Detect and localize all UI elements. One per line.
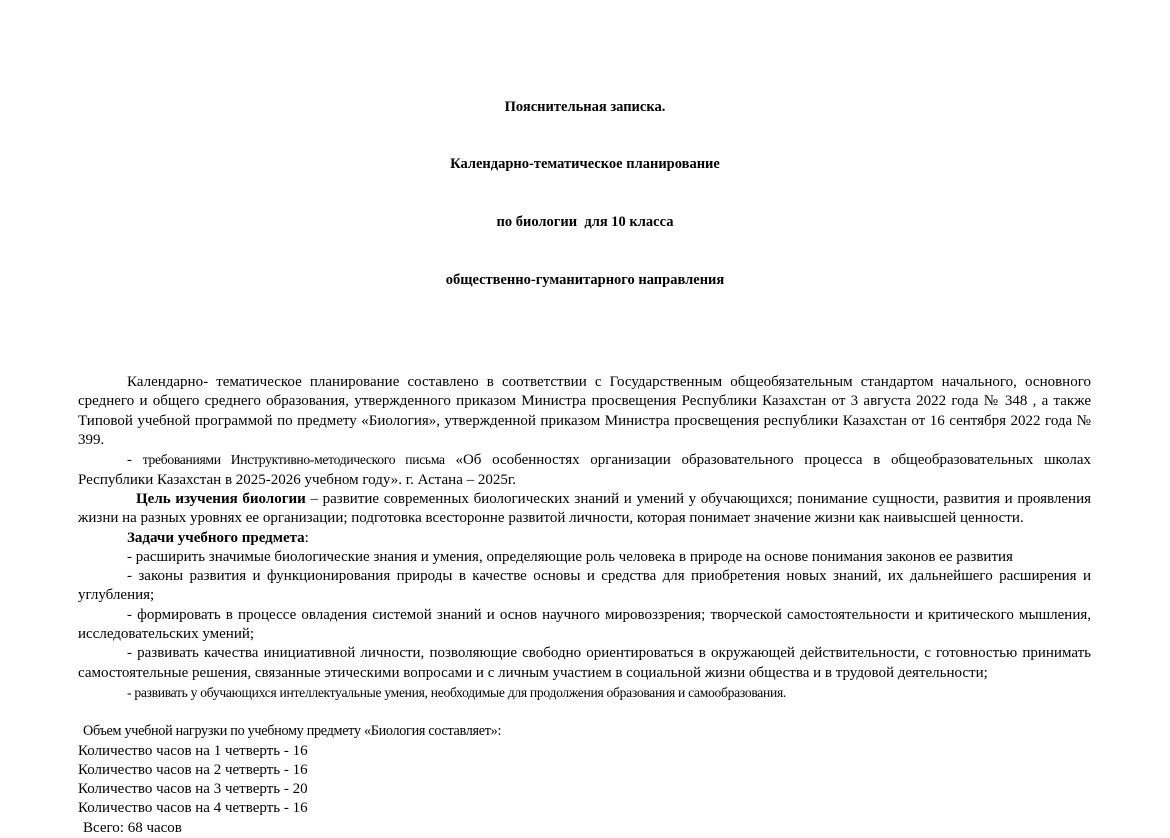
requirements-alt-text: требованиями Инструктивно-методического письма: [142, 452, 445, 468]
paragraph-tasks-heading: [78, 529, 1091, 548]
paragraph-task-3: [78, 606, 1091, 645]
title-line-1: Пояснительная записка.: [504, 98, 666, 115]
workload-line-q4: Количество часов на 4 четверть - 16: [78, 800, 308, 817]
tasks-heading: Задачи учебного предмета: [127, 529, 305, 546]
paragraph-task-4: [78, 644, 1091, 683]
workload-heading: Объем учебной нагрузки по учебному предмету «Биология составляет»:: [83, 723, 502, 740]
paragraph-requirements: [78, 450, 1091, 490]
requirements-rest: «Об особенностях организации образовательного процесса в общеобразовательных школах Республики Казахстан в 2025-2026 учебном году». г. Астана – 2025г.: [78, 452, 1091, 488]
task-2-text: - законы развития и функционирования природы в качестве основы и средства для приобретения новых знаний, их дальнейшего расширения и углубления;: [78, 568, 1091, 604]
goal-heading: Цель изучения биологии: [136, 490, 306, 507]
document-body: [78, 373, 1091, 703]
paragraph-intro: [78, 373, 1091, 450]
workload-line-q1: Количество часов на 1 четверть - 16: [78, 742, 308, 759]
workload-total: Всего: 68 часов: [83, 819, 182, 836]
title-line-2: Календарно-тематическое планирование: [450, 156, 720, 173]
paragraph-task-2: [78, 567, 1091, 606]
task-1-text: - расширить значимые биологические знания и умения, определяющие роль человека в природе на основе понимания законов ее развития: [127, 548, 1013, 565]
title-line-3: по биологии для 10 класса: [496, 214, 674, 231]
task-4-text: - развивать качества инициативной личности, позволяющие свободно ориентироваться в окружающей действительности, с готовностью принимать самостоятельные решения, связанные этическими вопросами и с личным участием в социальной жизни общества и в трудовой деятельности;: [78, 645, 1091, 681]
title-line-4: общественно-гуманитарного направления: [445, 272, 725, 289]
paragraph-task-1: [78, 548, 1091, 567]
paragraph-task-5: [78, 683, 1091, 703]
workload-section: [78, 722, 1091, 838]
workload-line-q3: Количество часов на 3 четверть - 20: [78, 781, 308, 798]
requirements-prefix: -: [127, 452, 143, 469]
task-5-text: - развивать у обучающихся интеллектуальные умения, необходимые для продолжения образования и самообразования.: [127, 684, 787, 700]
tasks-heading-colon: :: [304, 529, 309, 546]
document-title: [0, 0, 1170, 329]
workload-line-q2: Количество часов на 2 четверть - 16: [78, 761, 308, 778]
paragraph-goal: [78, 490, 1091, 529]
intro-text: Календарно- тематическое планирование составлено в соответствии с Государственным общеобязательным стандартом начального, основного среднего и общего среднего образования, утвержденного приказом Министра просвещения Республики Казахстан от 3 августа 2022 года № 348 , а также Типовой учебной программой по предмету «Биология», утвержденной приказом Министра просвещения республики Казахстан от 16 сентября 2022 года № 399.: [78, 374, 1091, 449]
task-3-text: - формировать в процессе овладения системой знаний и основ научного мировоззрения; творческой самостоятельности и критического мышления, исследовательских умений;: [78, 606, 1091, 643]
goal-text: – развитие современных биологических знаний и умений у обучающихся; понимание сущности, развития и проявления жизни на разных уровнях ее организации; подготовка всесторонне развитой личности, которая понимает значение жизни как наивысшей ценности.: [78, 490, 1091, 527]
